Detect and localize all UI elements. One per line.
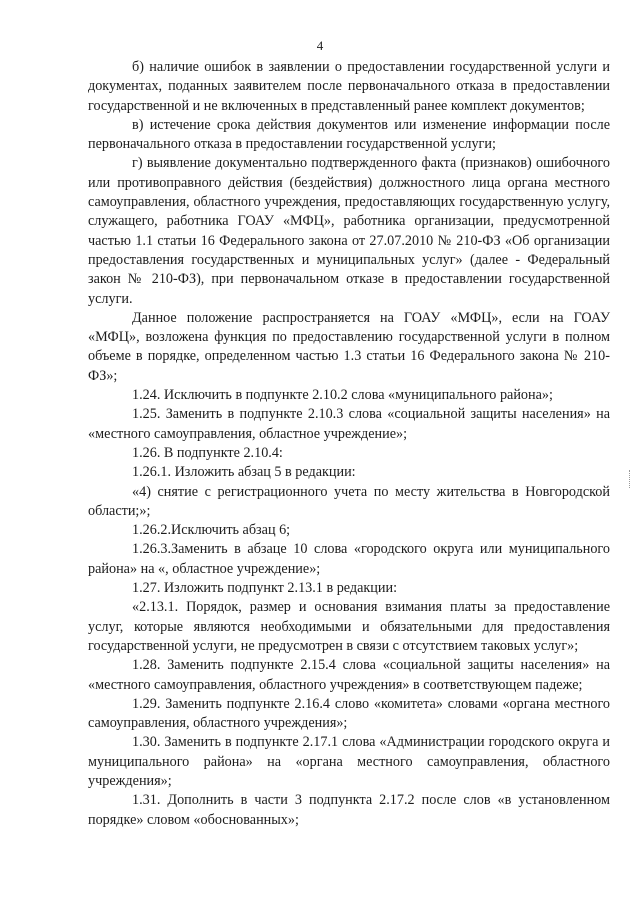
paragraph-1-30: 1.30. Заменить в подпункте 2.17.1 слова «Администрации городского округа и муниципального района» на «органа местного самоуправления, областного учреждения»; xyxy=(88,734,610,789)
document-body xyxy=(88,58,610,830)
paragraph-v: в) истечение срока действия документов или изменение информации после первоначального отказа в предоставлении государственной услуги; xyxy=(88,116,610,153)
paragraph-1-26-2: 1.26.2.Исключить абзац 6; xyxy=(132,522,291,539)
paragraph-g: г) выявление документально подтвержденного факта (признаков) ошибочного или противоправного действия (бездействия) должностного лица органа местного самоуправления, областного учреждения, предоставляющих государственную услугу, служащего, работника ГОАУ «МФЦ», работника организации, предусмотренной частью 1.1 статьи 16 Федерального закона от 27.07.2010 № 210-ФЗ «Об организации предоставления государственных и муниципальных услуг» (далее - Федеральный закон № 210-ФЗ), при первоначальном отказе в предоставлении государственной услуги. xyxy=(88,155,610,307)
page-number: 4 xyxy=(316,38,324,53)
paragraph-quote-2-13-1: «2.13.1. Порядок, размер и основания взимания платы за предоставление услуг, которые являются необходимыми и обязательными для предоставления государственной услуги, не предусмотрен в связи с отсутствием таковых услуг»; xyxy=(88,599,610,654)
paragraph-quote-4: «4) снятие с регистрационного учета по месту жительства в Новгородской области;»; xyxy=(88,483,610,519)
paragraph-1-31: 1.31. Дополнить в части 3 подпункта 2.17.2 после слов «в установленном порядке» словом «обоснованных»; xyxy=(88,792,610,828)
paragraph-1-24: 1.24. Исключить в подпункте 2.10.2 слова «муниципального района»; xyxy=(132,387,553,404)
paragraph-1-26: 1.26. В подпункте 2.10.4: xyxy=(132,444,283,461)
paragraph-mfc: Данное положение распространяется на ГОАУ «МФЦ», если на ГОАУ «МФЦ», возложена функция по предоставлению государственной услуги в полном объеме в порядке, определенном частью 1.3 статьи 16 Федерального закона № 210-ФЗ»; xyxy=(88,309,610,384)
paragraph-1-26-1: 1.26.1. Изложить абзац 5 в редакции: xyxy=(132,464,356,481)
paragraph-1-29: 1.29. Заменить подпункте 2.16.4 слово «комитета» словами «органа местного самоуправления, областного учреждения»; xyxy=(88,695,610,732)
scan-artifact xyxy=(629,470,634,488)
paragraph-1-27: 1.27. Изложить подпункт 2.13.1 в редакции: xyxy=(132,580,398,597)
paragraph-1-25: 1.25. Заменить в подпункте 2.10.3 слова «социальной защиты населения» на «местного самоуправления, областное учреждение»; xyxy=(88,406,610,442)
paragraph-1-26-3: 1.26.3.Заменить в абзаце 10 слова «городского округа или муниципального района» на «, областное учреждение»; xyxy=(88,541,610,577)
paragraph-1-28: 1.28. Заменить подпункте 2.15.4 слова «социальной защиты населения» на «местного самоуправления, областного учреждения» в соответствующем падеже; xyxy=(88,657,610,693)
paragraph-b: б) наличие ошибок в заявлении о предоставлении государственной услуги и документах, поданных заявителем после первоначального отказа в предоставлении государственной и не включенных в представленный ранее комплект документов; xyxy=(88,59,610,114)
